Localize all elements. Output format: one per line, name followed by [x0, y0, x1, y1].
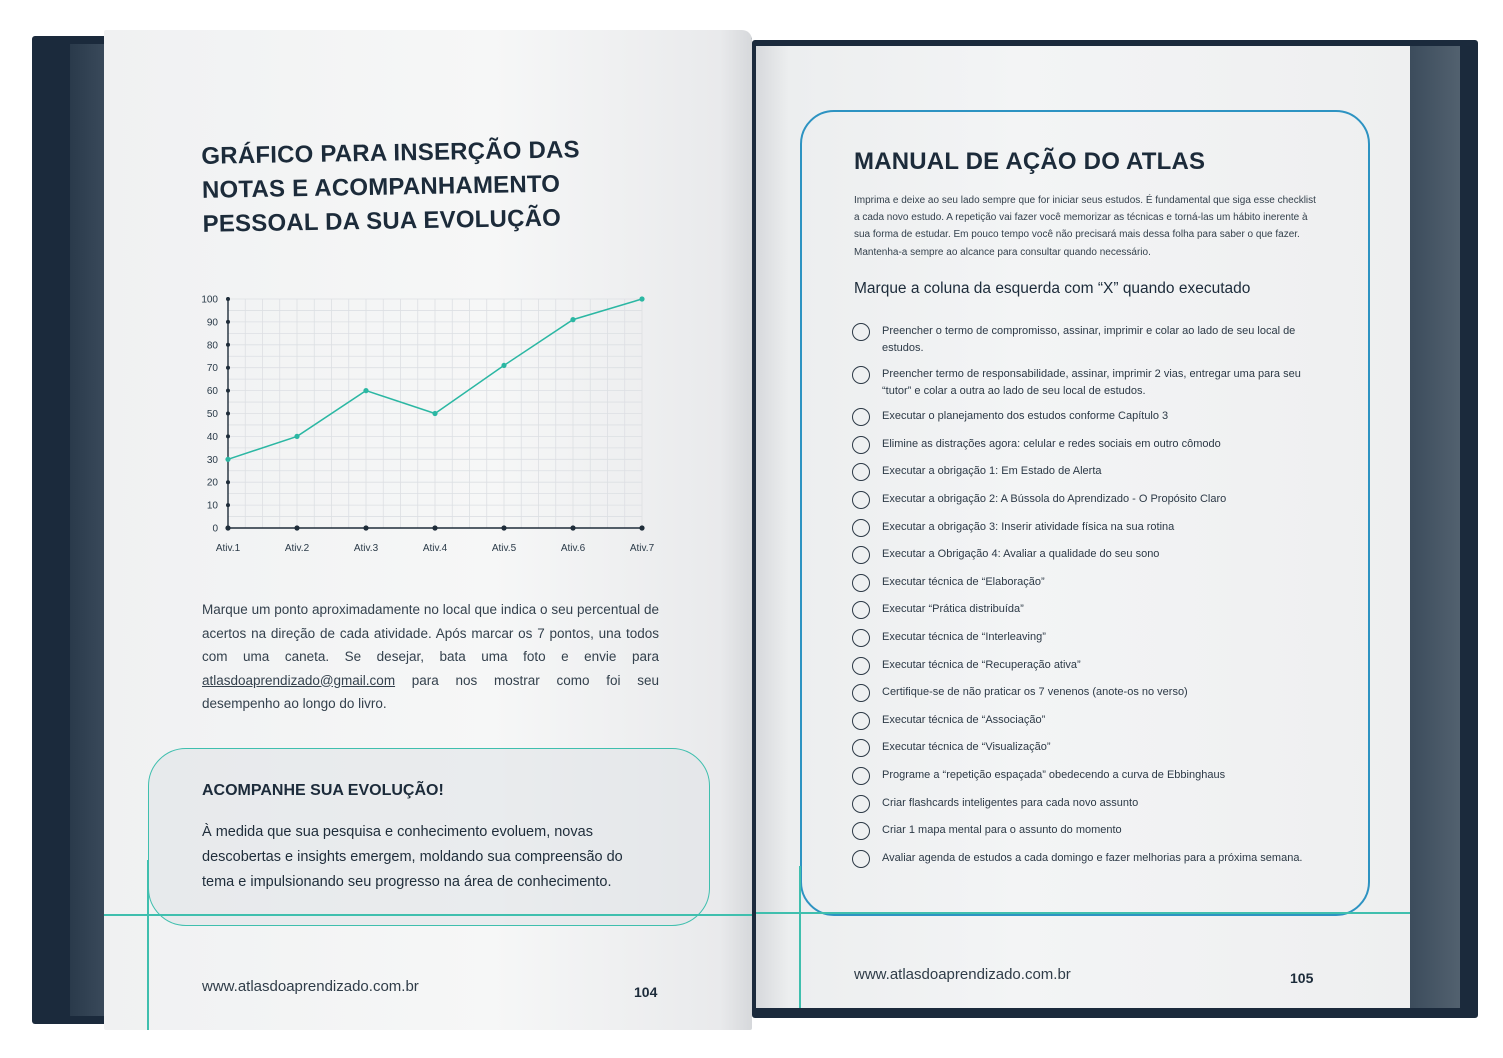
- decorative-line: [104, 914, 752, 916]
- checklist-label: Elimine as distrações agora: celular e redes sociais em outro cômodo: [882, 437, 1221, 450]
- check-circle[interactable]: [852, 822, 870, 840]
- data-point: [432, 411, 437, 416]
- instructions-text-end: para nos mostrar como foi seu desempenho ao longo do livro.: [202, 672, 659, 711]
- checklist-item[interactable]: [852, 683, 1322, 711]
- checklist-item[interactable]: [852, 766, 1322, 794]
- check-circle[interactable]: [852, 574, 870, 592]
- checklist-item[interactable]: [852, 322, 1322, 365]
- checklist-label: Executar técnica de “Recuperação ativa”: [882, 658, 1081, 671]
- x-tick-label: Ativ.5: [491, 543, 517, 554]
- callout-text: À medida que sua pesquisa e conhecimento evoluem, novas descobertas e insights emergem, moldando sua compreensão do tema e impulsionando seu progresso na área de conhecimento.: [202, 824, 623, 890]
- checklist-item[interactable]: [852, 738, 1322, 766]
- left-page: [104, 30, 752, 1030]
- decorative-line: [799, 866, 801, 1008]
- data-point: [501, 363, 506, 368]
- checklist-label: Preencher termo de responsabilidade, assinar, imprimir 2 vias, entregar uma para seu “tutor” e colar a outra ao lado de seu local de estudos.: [882, 367, 1301, 397]
- chart-page-title: [201, 132, 643, 242]
- right-page: [756, 46, 1410, 1008]
- checklist-instruction: Marque a coluna da esquerda com “X” quando executado: [854, 280, 1251, 297]
- checklist-item[interactable]: [852, 573, 1322, 601]
- data-point: [294, 434, 299, 439]
- y-tick-label: 100: [201, 294, 218, 306]
- decorative-line: [756, 912, 1410, 914]
- checklist-label: Executar a obrigação 2: A Bússola do Aprendizado - O Propósito Claro: [882, 492, 1227, 505]
- y-tick-mark: [226, 480, 230, 484]
- x-tick-mark: [639, 525, 644, 530]
- y-tick-label: 0: [212, 523, 218, 535]
- check-circle[interactable]: [852, 601, 870, 619]
- checklist-label: Executar a Obrigação 4: Avaliar a qualidade do seu sono: [882, 548, 1160, 561]
- checklist-label: Executar a obrigação 1: Em Estado de Alerta: [882, 465, 1102, 478]
- y-tick-mark: [226, 366, 230, 370]
- y-tick-label: 30: [206, 454, 218, 466]
- checklist-label: Executar técnica de “Associação”: [882, 713, 1046, 726]
- x-tick-label: Ativ.4: [422, 543, 448, 554]
- check-circle[interactable]: [852, 657, 870, 675]
- y-tick-mark: [226, 343, 230, 347]
- check-circle[interactable]: [852, 767, 870, 785]
- checklist-label: Programe a “repetição espaçada” obedecendo a curva de Ebbinghaus: [882, 768, 1226, 781]
- x-tick-mark: [501, 525, 506, 530]
- y-tick-mark: [226, 320, 230, 324]
- page-number: 105: [1290, 970, 1314, 986]
- page-edges-right: [1410, 46, 1460, 1008]
- y-tick-mark: [226, 412, 230, 416]
- checklist-item[interactable]: [852, 821, 1322, 849]
- y-tick-label: 40: [206, 431, 218, 443]
- callout-title: ACOMPANHE SUA EVOLUÇÃO!: [202, 782, 444, 799]
- y-tick-label: 50: [206, 409, 218, 420]
- checklist-label: Criar 1 mapa mental para o assunto do momento: [882, 824, 1122, 837]
- checklist-label: Executar o planejamento dos estudos conforme Capítulo 3: [882, 410, 1169, 423]
- checklist-label: Preencher o termo de compromisso, assinar, imprimir e colar ao lado de seu local de estudos.: [882, 325, 1296, 354]
- x-tick-label: Ativ.1: [215, 543, 241, 554]
- check-circle[interactable]: [852, 463, 870, 481]
- title-line: NOTAS E ACOMPANHAMENTO: [201, 170, 561, 204]
- y-tick-mark: [226, 297, 230, 301]
- manual-title: MANUAL DE AÇÃO DO ATLAS: [854, 148, 1206, 175]
- checklist-item[interactable]: [852, 407, 1322, 435]
- checklist-label: Executar técnica de “Interleaving”: [882, 630, 1046, 643]
- y-tick-label: 20: [206, 477, 218, 489]
- checklist-label: Executar a obrigação 3: Inserir atividade física na sua rotina: [882, 520, 1175, 533]
- data-point: [570, 317, 575, 322]
- checklist-item[interactable]: [852, 462, 1322, 490]
- decorative-line: [147, 860, 149, 1030]
- x-tick-label: Ativ.7: [629, 543, 655, 554]
- checklist-label: Criar flashcards inteligentes para cada novo assunto: [882, 796, 1139, 809]
- checklist-label: Executar “Prática distribuída”: [882, 603, 1024, 616]
- action-checklist: [852, 322, 1322, 891]
- checklist-label: Certifique-se de não praticar os 7 venenos (anote-os no verso): [882, 686, 1188, 699]
- checklist-item[interactable]: [852, 435, 1322, 463]
- title-line: GRÁFICO PARA INSERÇÃO DAS: [201, 136, 580, 170]
- x-tick-mark: [294, 525, 299, 530]
- y-tick-label: 80: [206, 340, 218, 352]
- checklist-label: Executar técnica de “Elaboração”: [882, 575, 1045, 588]
- data-point: [363, 388, 368, 393]
- checklist-item[interactable]: [852, 849, 1322, 892]
- page-edges-left: [70, 44, 106, 1016]
- check-circle[interactable]: [852, 436, 870, 454]
- y-tick-label: 90: [206, 317, 218, 329]
- instructions-text: Marque um ponto aproximadamente no local que indica o seu percentual de acertos na direção de cada atividade. Após marcar os 7 pontos, una todos com uma caneta. Se desejar, bata uma foto e envie para: [202, 602, 659, 664]
- x-tick-mark: [570, 525, 575, 530]
- title-line: PESSOAL DA SUA EVOLUÇÃO: [202, 204, 562, 238]
- check-circle[interactable]: [852, 323, 870, 341]
- x-tick-label: Ativ.6: [560, 543, 586, 554]
- manual-intro: Imprima e deixe ao seu lado sempre que for iniciar seus estudos. É fundamental que siga esse checklist a cada novo estudo. A repetição vai fazer você memorizar as técnicas e torná-las um hábito inerente à sua forma de estudar. Em pouco tempo você não precisará mais dessa folha para saber o que fazer. Mantenha-a sempre ao alcance para consultar quando necessário.: [854, 195, 1316, 258]
- checklist-item[interactable]: [852, 600, 1322, 628]
- checklist-item[interactable]: [852, 656, 1322, 684]
- checklist-item[interactable]: [852, 518, 1322, 546]
- checklist-item[interactable]: [852, 711, 1322, 739]
- x-tick-mark: [225, 525, 230, 530]
- y-tick-label: 60: [206, 386, 218, 398]
- evolution-line-chart: [194, 260, 664, 560]
- checklist-item[interactable]: [852, 365, 1322, 408]
- check-circle[interactable]: [852, 519, 870, 537]
- y-tick-mark: [226, 389, 230, 393]
- y-tick-label: 10: [206, 500, 218, 512]
- check-circle[interactable]: [852, 684, 870, 702]
- check-circle[interactable]: [852, 546, 870, 564]
- checklist-label: Executar técnica de “Visualização”: [882, 741, 1051, 754]
- check-circle[interactable]: [852, 795, 870, 813]
- x-tick-mark: [432, 525, 437, 530]
- checklist-item[interactable]: [852, 628, 1322, 656]
- check-circle[interactable]: [852, 739, 870, 757]
- chart-instructions: [202, 598, 659, 716]
- data-point: [639, 296, 644, 301]
- y-tick-mark: [226, 434, 230, 438]
- y-tick-mark: [226, 503, 230, 507]
- footer-url: www.atlasdoaprendizado.com.br: [854, 966, 1071, 983]
- x-tick-label: Ativ.3: [353, 543, 379, 554]
- check-circle[interactable]: [852, 491, 870, 509]
- checklist-item[interactable]: [852, 794, 1322, 822]
- check-circle[interactable]: [852, 850, 870, 868]
- checklist-label: Avaliar agenda de estudos a cada domingo e fazer melhorias para a próxima semana.: [882, 851, 1303, 864]
- email-link[interactable]: atlasdoaprendizado@gmail.com: [202, 672, 396, 688]
- check-circle[interactable]: [852, 712, 870, 730]
- checklist-item[interactable]: [852, 490, 1322, 518]
- check-circle[interactable]: [852, 408, 870, 426]
- checklist-item[interactable]: [852, 545, 1322, 573]
- check-circle[interactable]: [852, 629, 870, 647]
- x-tick-label: Ativ.2: [284, 543, 310, 554]
- data-point: [225, 457, 230, 462]
- page-number: 104: [634, 984, 658, 1000]
- x-tick-mark: [363, 525, 368, 530]
- footer-url: www.atlasdoaprendizado.com.br: [202, 978, 419, 995]
- y-tick-label: 70: [206, 363, 218, 375]
- check-circle[interactable]: [852, 366, 870, 384]
